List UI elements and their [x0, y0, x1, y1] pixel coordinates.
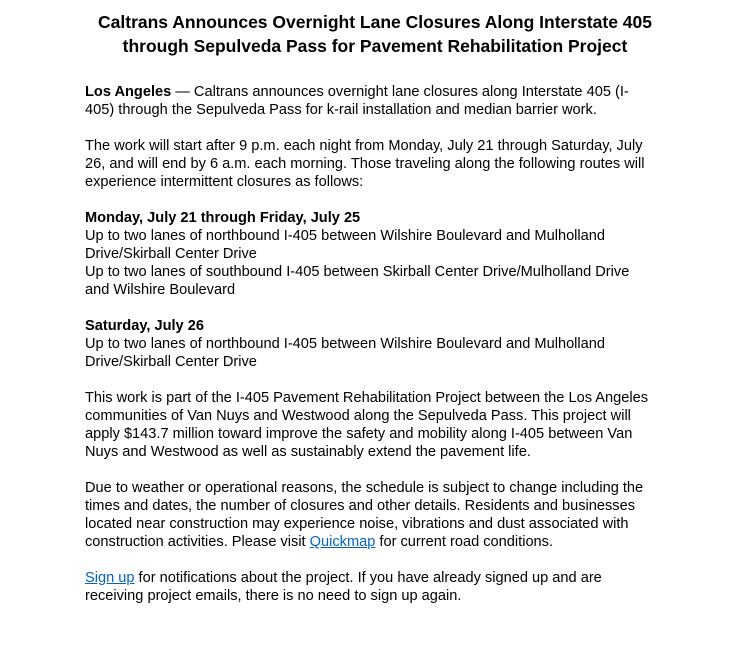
notice-line-2: times and dates, the number of closures and other details. Residents and businesses — [85, 498, 636, 514]
article-body — [85, 83, 665, 605]
quickmap-link[interactable]: Quickmap — [309, 534, 376, 550]
period-1-item-2-line-2: and Wilshire Boulevard — [85, 282, 236, 298]
notice-paragraph — [85, 479, 665, 551]
period-1-item-1-line-2: Drive/Skirball Center Drive — [85, 246, 257, 262]
period-2-heading: Saturday, July 26 — [85, 318, 204, 334]
intro-paragraph — [85, 83, 665, 119]
notice-text-after-link: for current road conditions. — [375, 534, 554, 550]
notice-line-3: located near construction may experience noise, vibrations and dust associated with — [85, 516, 629, 532]
title-line-1: Caltrans Announces Overnight Lane Closures Along Interstate 405 — [98, 12, 652, 32]
signup-line-2: receiving project emails, there is no need to sign up again. — [85, 588, 462, 604]
signup-line-1 — [85, 569, 665, 587]
closure-period-1 — [85, 209, 665, 299]
project-line-4: Nuys and Westwood as well as sustainably extend the pavement life. — [85, 444, 531, 460]
signup-paragraph — [85, 569, 665, 605]
period-1-heading: Monday, July 21 through Friday, July 25 — [85, 210, 361, 226]
page-title — [85, 0, 665, 58]
sign-up-link[interactable]: Sign up — [85, 570, 135, 586]
period-2-item-1-line-1: Up to two lanes of northbound I-405 between Wilshire Boulevard and Mulholland — [85, 336, 606, 352]
project-paragraph — [85, 389, 665, 461]
project-line-3: apply $143.7 million toward improve the safety and mobility along I-405 between Van — [85, 426, 633, 442]
schedule-paragraph — [85, 137, 665, 191]
notice-line-4 — [85, 533, 665, 551]
schedule-line-2: 26, and will end by 6 a.m. each morning. Those traveling along the following routes will — [85, 156, 645, 172]
project-line-1: This work is part of the I-405 Pavement Rehabilitation Project between the Los Angeles — [85, 390, 648, 406]
intro-line-2: 405) through the Sepulveda Pass for k-rail installation and median barrier work. — [85, 102, 597, 118]
period-2-item-1-line-2: Drive/Skirball Center Drive — [85, 354, 257, 370]
period-1-item-2-line-1: Up to two lanes of southbound I-405 between Skirball Center Drive/Mulholland Drive — [85, 264, 630, 280]
intro-text-1: — Caltrans announces overnight lane closures along Interstate 405 (I- — [171, 84, 629, 100]
intro-line-1 — [85, 83, 665, 101]
dateline: Los Angeles — [85, 84, 172, 100]
closure-period-2 — [85, 317, 665, 371]
title-line-2: through Sepulveda Pass for Pavement Rehabilitation Project — [122, 36, 628, 56]
notice-text-before-link: construction activities. Please visit — [85, 534, 310, 550]
notice-line-1: Due to weather or operational reasons, the schedule is subject to change including the — [85, 480, 644, 496]
signup-text-1: for notifications about the project. If you have already signed up and are — [134, 570, 602, 586]
period-1-item-1-line-1: Up to two lanes of northbound I-405 between Wilshire Boulevard and Mulholland — [85, 228, 606, 244]
project-line-2: communities of Van Nuys and Westwood along the Sepulveda Pass. This project will — [85, 408, 631, 424]
schedule-line-1: The work will start after 9 p.m. each night from Monday, July 21 through Saturday, July — [85, 138, 643, 154]
schedule-line-3: experience intermittent closures as follows: — [85, 174, 364, 190]
